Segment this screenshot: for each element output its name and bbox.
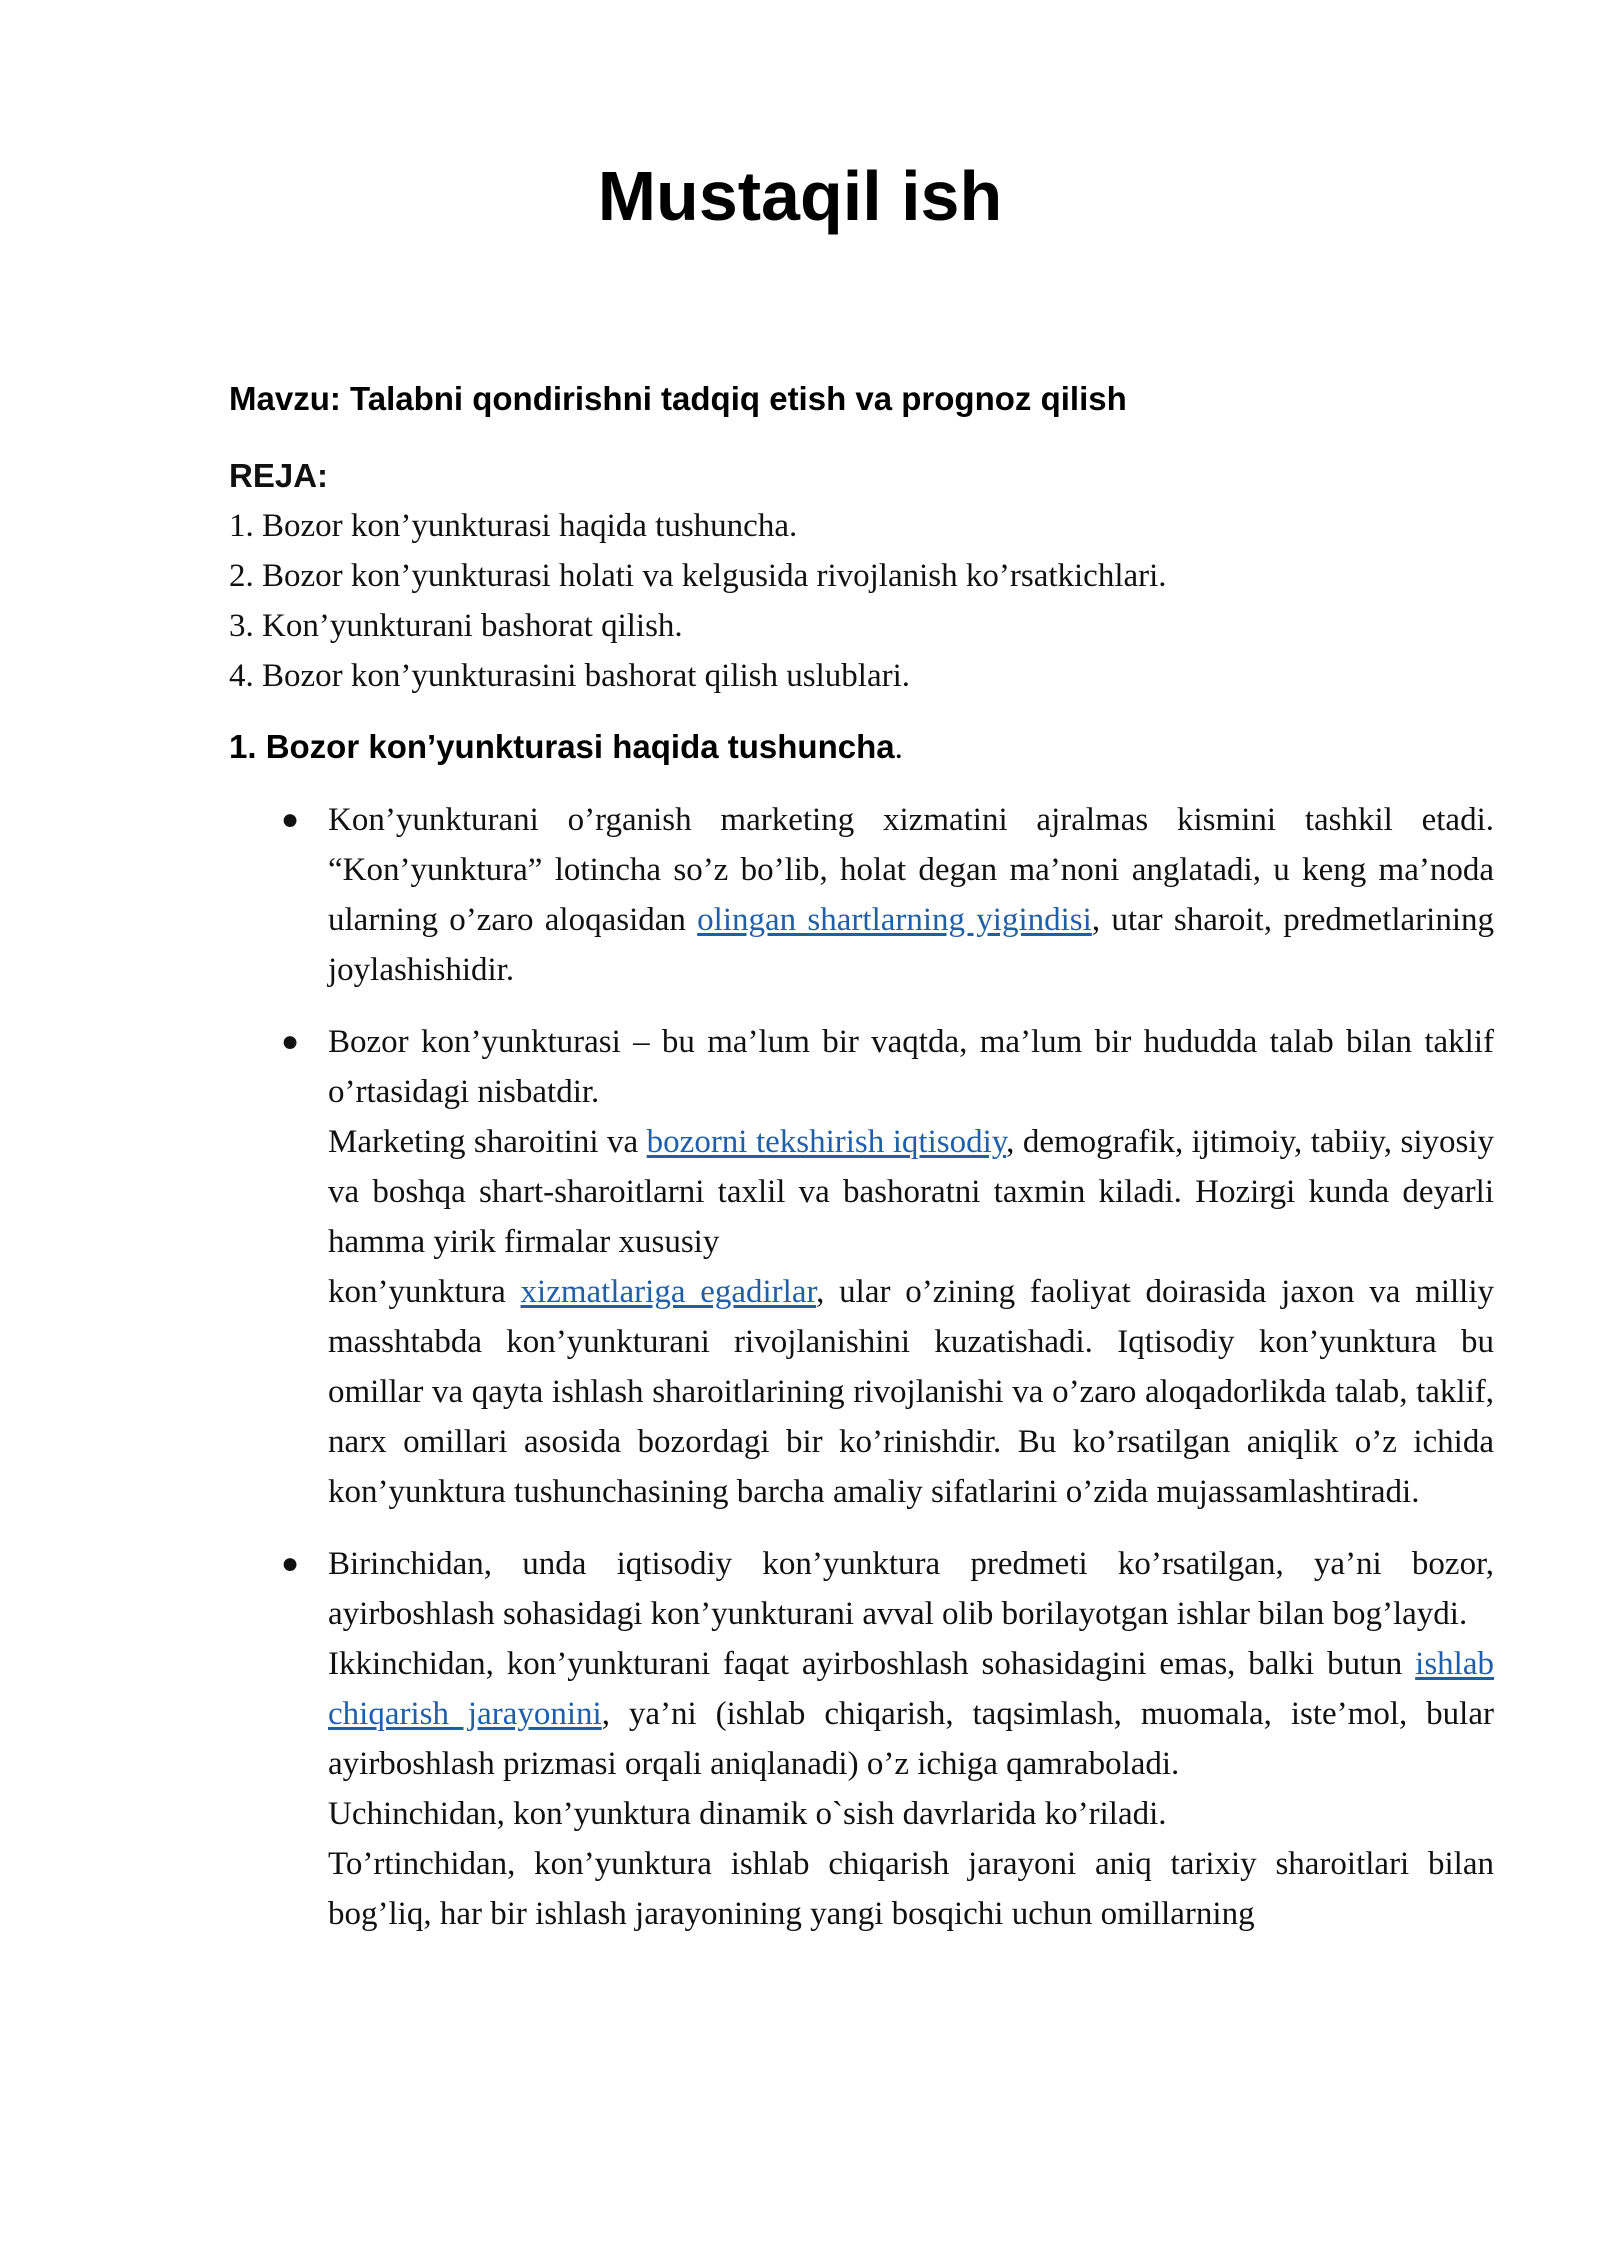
- bullet-item-3: [276, 1539, 1494, 1939]
- paragraph: [328, 1117, 1494, 1267]
- inline-link-olingan-shartlarning[interactable]: olingan shartlarning yigindisi: [697, 902, 1092, 938]
- paragraph: [328, 1267, 1494, 1517]
- bullet-icon: ●: [281, 1025, 300, 1058]
- paragraph-text: Kon’yunkturani o’rganish marketing xizmatini ajralmas kismini tashkil etadi. “Kon’yunktura” lotincha so’z bo’lib, holat degan ma’noni anglatadi, u keng ma’noda ularning o’zaro aloqasidan: [328, 802, 1494, 938]
- paragraph-text: Birinchidan, unda iqtisodiy kon’yunktura predmeti ko’rsatilgan, ya’ni bozor, ayirboshlash sohasidagi kon’yunkturani avval olib borilayotgan ishlar bilan bog’laydi.: [328, 1546, 1494, 1632]
- paragraph-text: Uchinchidan, kon’yunktura dinamik o`sish davrlarida ko’riladi.: [328, 1796, 1167, 1832]
- paragraph: [328, 1539, 1494, 1639]
- inline-link-bozorni-tekshirish[interactable]: bozorni tekshirish iqtisodiy: [646, 1124, 1007, 1160]
- paragraph: [328, 1839, 1494, 1939]
- topic-heading: Mavzu: Talabni qondirishni tadqiq etish va prognoz qilish: [229, 380, 1127, 417]
- plan-section: [229, 451, 1469, 701]
- paragraph-text: , ular o’zining faoliyat doirasida jaxon va milliy masshtabda kon’yunkturani rivojlanishini kuzatishadi. Iqtisodiy kon’yunktura bu omillar va qayta ishlash sharoitlarining rivojlanishi va o’zaro aloqadorlikda talab, taklif, narx omillari asosida bozordagi bir ko’rinishdir. Bu ko’rsatilgan aniqlik o’z ichida kon’yunktura tushunchasining barcha amaliy sifatlarini o’zida mujassamlashtiradi.: [328, 1274, 1494, 1510]
- paragraph: [328, 795, 1494, 995]
- paragraph-text: , ya’ni (ishlab chiqarish, taqsimlash, muomala, iste’mol, bular ayirboshlash prizmasi orqali aniqlanadi) o’z ichiga qamraboladi.: [328, 1696, 1494, 1782]
- plan-item-2: 2. Bozor kon’yunkturasi holati va kelgusida rivojlanish ko’rsatkichlari.: [229, 558, 1167, 594]
- section-1-heading-text: 1. Bozor kon’yunkturasi haqida tushuncha: [229, 728, 895, 765]
- section-1-heading: [229, 722, 903, 773]
- bullet-icon: ●: [281, 803, 300, 836]
- paragraph: [328, 1639, 1494, 1789]
- inline-link-xizmatlariga-egadirlar[interactable]: xizmatlariga egadirlar: [520, 1274, 817, 1310]
- paragraph-text: Bozor kon’yunkturasi – bu ma’lum bir vaqtda, ma’lum bir hududda talab bilan taklif o’rtasidagi nisbatdir.: [328, 1024, 1494, 1110]
- bullet-list: [276, 795, 1494, 1961]
- plan-list: [229, 501, 1469, 701]
- document-title: Mustaqil ish: [597, 157, 1003, 235]
- inline-link-ishlab-chiqarish[interactable]: ishlab chiqarish jarayonini: [328, 1646, 1494, 1732]
- paragraph: [328, 1017, 1494, 1117]
- paragraph: [328, 1789, 1494, 1839]
- plan-item-3: 3. Kon’yunkturani bashorat qilish.: [229, 608, 683, 644]
- paragraph-text: , demografik, ijtimoiy, tabiiy, siyosiy va boshqa shart-sharoitlarni taxlil va bashoratni taxmin kiladi. Hozirgi kunda deyarli hamma yirik firmalar xususiy: [328, 1124, 1495, 1260]
- paragraph-text: kon’yunktura: [328, 1274, 521, 1310]
- paragraph-text: , utar sharoit, predmetlarining joylashishidir.: [328, 902, 1495, 988]
- bullet-item-1: [276, 795, 1494, 995]
- section-1-heading-period: .: [894, 730, 903, 766]
- plan-heading: REJA:: [229, 457, 329, 494]
- paragraph-text: To’rtinchidan, kon’yunktura ishlab chiqarish jarayoni aniq tarixiy sharoitlari bilan bog’liq, har bir ishlash jarayonining yangi bosqichi uchun omillarning: [328, 1846, 1494, 1932]
- paragraph-text: Ikkinchidan, kon’yunkturani faqat ayirboshlash sohasidagini emas, balki butun: [328, 1646, 1416, 1682]
- bullet-icon: ●: [281, 1547, 300, 1580]
- plan-item-4: 4. Bozor kon’yunkturasini bashorat qilish uslublari.: [229, 658, 910, 694]
- bullet-item-2: [276, 1017, 1494, 1517]
- paragraph-text: Marketing sharoitini va: [328, 1124, 647, 1160]
- plan-item-1: 1. Bozor kon’yunkturasi haqida tushuncha.: [229, 508, 798, 544]
